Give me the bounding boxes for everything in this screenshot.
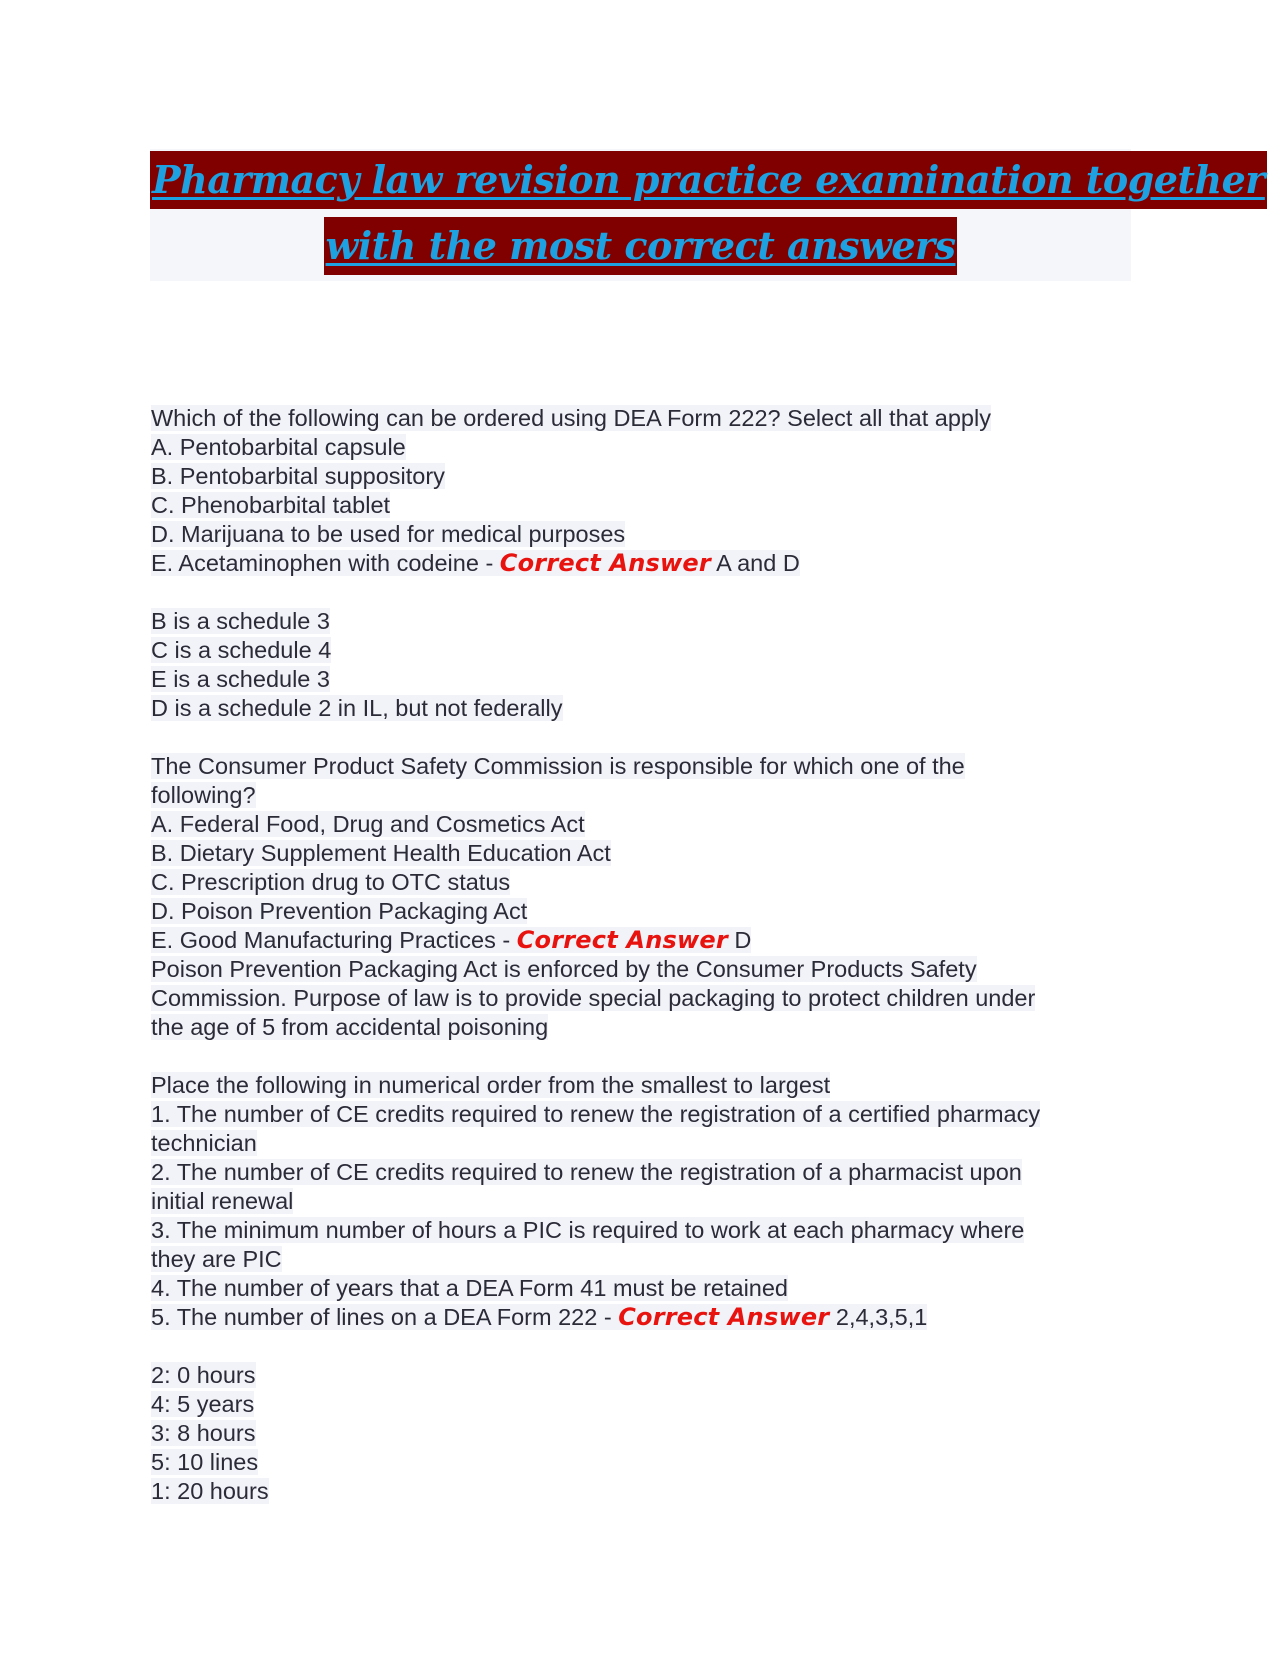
q3-item-line: technician xyxy=(151,1130,257,1156)
q2-explanation-line: Commission. Purpose of law is to provide special packaging to protect children under xyxy=(151,985,1036,1011)
q3-item-line: 4. The number of years that a DEA Form 41 must be retained xyxy=(151,1275,789,1301)
q1-option-a: A. Pentobarbital capsule xyxy=(151,434,406,460)
q1-explanation-line: D is a schedule 2 in IL, but not federally xyxy=(151,695,563,721)
q2-option-c: C. Prescription drug to OTC status xyxy=(151,869,511,895)
q3-item-line: initial renewal xyxy=(151,1188,294,1214)
q1-option-e: E. Acetaminophen with codeine - xyxy=(151,550,500,576)
q3-question: Place the following in numerical order from the smallest to largest xyxy=(151,1072,831,1098)
q1-option-c: C. Phenobarbital tablet xyxy=(151,492,391,518)
q1-option-d: D. Marijuana to be used for medical purposes xyxy=(151,521,626,547)
q2-question-line-2: following? xyxy=(151,782,256,808)
q3-explanation-line: 4: 5 years xyxy=(151,1391,255,1417)
q2-explanation-line: the age of 5 from accidental poisoning xyxy=(151,1014,549,1040)
q3-explanation-line: 2: 0 hours xyxy=(151,1362,256,1388)
q3-answer: 2,4,3,5,1 xyxy=(829,1304,928,1330)
q3-item-line: 3. The minimum number of hours a PIC is required to work at each pharmacy where xyxy=(151,1217,1025,1243)
q2-option-a: A. Federal Food, Drug and Cosmetics Act xyxy=(151,811,585,837)
q2-correct-answer-label: Correct Answer xyxy=(516,926,728,954)
q2-question-line-1: The Consumer Product Safety Commission is responsible for which one of the xyxy=(151,753,965,779)
q2-option-e: E. Good Manufacturing Practices - xyxy=(151,927,517,953)
q1-explanation-line: B is a schedule 3 xyxy=(151,608,330,634)
q2-option-d: D. Poison Prevention Packaging Act xyxy=(151,898,528,924)
q2-option-b: B. Dietary Supplement Health Education Act xyxy=(151,840,611,866)
q3-explanation-line: 1: 20 hours xyxy=(151,1478,269,1504)
title-line-1: Pharmacy law revision practice examination together xyxy=(150,151,1267,209)
q1-option-b: B. Pentobarbital suppository xyxy=(151,463,445,489)
q1-explanation-line: E is a schedule 3 xyxy=(151,666,330,692)
title-block xyxy=(150,149,1265,281)
q3-explanation-line: 5: 10 lines xyxy=(151,1449,259,1475)
q3-item-5: 5. The number of lines on a DEA Form 222 - xyxy=(151,1304,619,1330)
q3-item-line: they are PIC xyxy=(151,1246,282,1272)
q3-correct-answer-label: Correct Answer xyxy=(618,1303,830,1331)
q1-answer: A and D xyxy=(710,550,800,576)
q1-question: Which of the following can be ordered using DEA Form 222? Select all that apply xyxy=(151,405,991,431)
q2-explanation-line: Poison Prevention Packaging Act is enforced by the Consumer Products Safety xyxy=(151,956,977,982)
q2-answer: D xyxy=(727,927,752,953)
q1-explanation-line: C is a schedule 4 xyxy=(151,637,332,663)
q3-item-line: 2. The number of CE credits required to renew the registration of a pharmacist upon xyxy=(151,1159,1022,1185)
q3-explanation-line: 3: 8 hours xyxy=(151,1420,256,1446)
document-body xyxy=(151,404,1131,1506)
title-line-2: with the most correct answers xyxy=(324,217,958,275)
q1-correct-answer-label: Correct Answer xyxy=(499,549,711,577)
q3-item-line: 1. The number of CE credits required to renew the registration of a certified pharmacy xyxy=(151,1101,1041,1127)
